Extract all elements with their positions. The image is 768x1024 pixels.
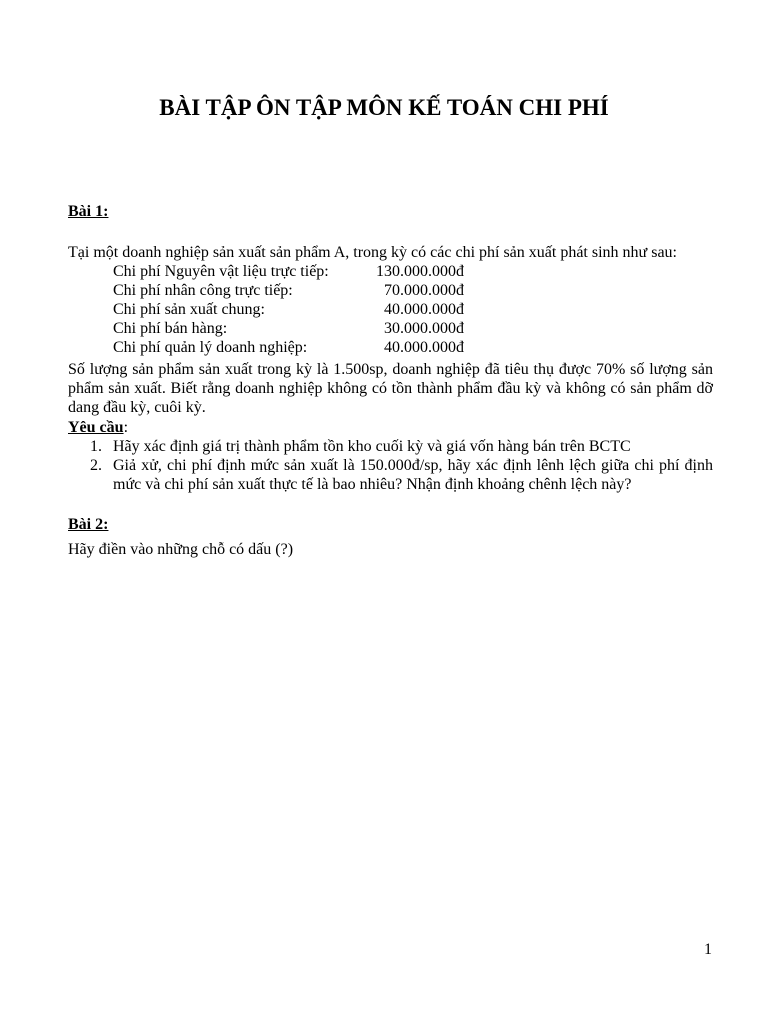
- page-number: 1: [704, 941, 712, 958]
- requirement-text: Giả xử, chi phí định mức sản xuất là 150.000đ/sp, hãy xác định lênh lệch giữa chi phí định mức và chi phí sản xuất thực tế là bao nhiêu? Nhận định khoảng chênh lệch này?: [113, 457, 713, 493]
- cost-value: 30.000.000đ: [384, 320, 464, 337]
- cost-row: [113, 338, 473, 357]
- requirement-number: 2.: [90, 457, 102, 474]
- requirement-item: [68, 456, 713, 494]
- cost-row: [113, 262, 473, 281]
- exercise-2-text: Hãy điền vào những chỗ có dấu (?): [68, 541, 294, 558]
- requirement-text: Hãy xác định giá trị thành phẩm tồn kho cuối kỳ và giá vốn hàng bán trên BCTC: [113, 438, 631, 455]
- cost-row: [113, 281, 473, 300]
- exercise-1-description: Số lượng sản phẩm sản xuất trong kỳ là 1.500sp, doanh nghiệp đã tiêu thụ được 70% số lượng sản phẩm sản xuất. Biết rằng doanh nghiệp không có tồn thành phẩm đầu kỳ và không có sản phẩm dỡ dang đầu kỳ, cuôi kỳ.: [68, 361, 713, 416]
- cost-value: 70.000.000đ: [384, 282, 464, 299]
- requirements-label: Yêu cầu: [68, 419, 124, 436]
- document-title: BÀI TẬP ÔN TẬP MÔN KẾ TOÁN CHI PHÍ: [159, 95, 609, 120]
- cost-label: Chi phí sản xuất chung:: [113, 301, 265, 318]
- requirement-item: [68, 437, 713, 456]
- requirements-list: [68, 437, 713, 494]
- cost-row: [113, 300, 473, 319]
- cost-value: 40.000.000đ: [384, 301, 464, 318]
- requirement-number: 1.: [90, 438, 102, 455]
- exercise-1-heading: Bài 1:: [68, 203, 109, 220]
- cost-label: Chi phí quản lý doanh nghiệp:: [113, 339, 308, 356]
- cost-label: Chi phí bán hàng:: [113, 320, 228, 337]
- cost-label: Chi phí nhân công trực tiếp:: [113, 282, 293, 299]
- cost-list: [113, 262, 473, 357]
- cost-value: 40.000.000đ: [384, 339, 464, 356]
- requirements-colon: :: [123, 419, 129, 436]
- exercise-1-intro: Tại một doanh nghiệp sản xuất sản phẩm A, trong kỳ có các chi phí sản xuất phát sinh như sau:: [68, 244, 677, 261]
- requirements-heading: [68, 418, 128, 437]
- cost-value: 130.000.000đ: [376, 263, 464, 280]
- cost-label: Chi phí Nguyên vật liệu trực tiếp:: [113, 263, 329, 280]
- cost-row: [113, 319, 473, 338]
- exercise-2-heading: Bài 2:: [68, 516, 109, 533]
